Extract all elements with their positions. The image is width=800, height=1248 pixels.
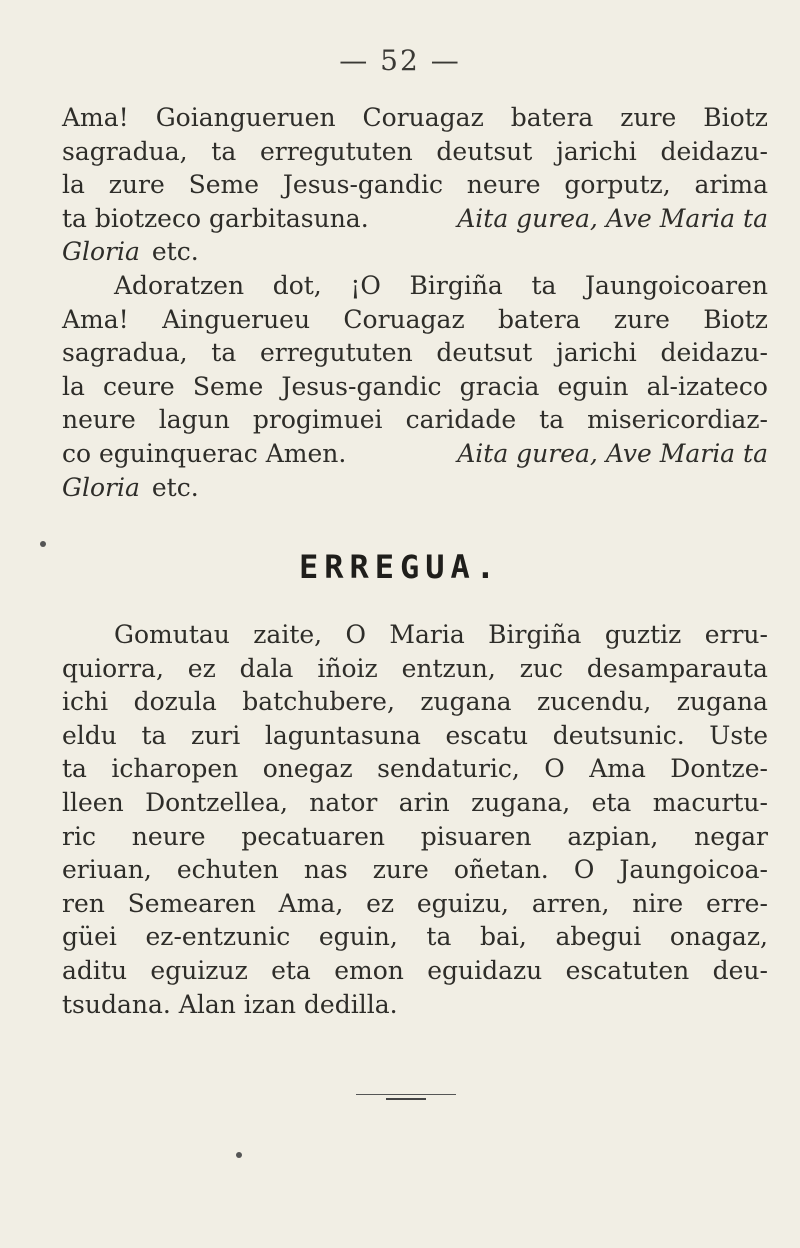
line-text [62,752,768,786]
word: la [62,170,85,200]
word: zure [620,103,677,132]
word: onegaz [262,754,353,784]
word: neure [62,405,136,435]
word: ez [187,653,216,683]
word: eta [271,955,311,985]
word: Goiangueruen [155,103,336,132]
prayer-paragraph-3 [62,618,768,1021]
word: zure [613,304,670,334]
line-text [114,618,768,652]
line-text [62,920,768,954]
word: Maria [389,620,465,649]
word: lagun [158,405,230,435]
text-line [62,652,768,686]
word: Ama, [278,888,344,918]
word: ta [141,720,167,750]
word: lleen [62,787,124,817]
word: jarichi [556,136,637,166]
italic-line-text: Aita gurea, Ave Maria ta [457,438,768,468]
word: nas [303,855,348,885]
word: echuten [176,855,279,885]
rule-accent [386,1098,426,1100]
word: O [544,754,565,784]
line-text [62,336,768,370]
word: Coruagaz [343,304,465,334]
line-text [62,135,768,169]
text-line [62,920,768,954]
word: dozula [133,687,217,717]
word: Ainguerueu [162,304,311,334]
text-line [62,988,768,1022]
word: onagaz, [669,922,768,952]
word: misericordiaz- [587,405,768,435]
word: gorputz, [564,170,671,200]
word: O [573,855,595,885]
word: ta [62,754,87,784]
word: iñoiz [317,653,378,683]
text-line [62,820,768,854]
line-text [62,652,768,686]
word: batera [510,103,594,132]
word: deutsunic. [552,720,685,750]
line-text: co eguinquerac Amen. [62,438,347,468]
line-text [62,719,768,753]
word: neure [466,170,541,200]
word: dot, [272,271,322,300]
word: escatuten [565,955,690,985]
word: nire [632,888,684,918]
line-text [62,101,768,135]
word: eldu [62,720,117,750]
word: sendaturic, [377,754,520,784]
word: neure [131,821,206,851]
word: desamparauta [586,653,768,683]
text-line [62,471,768,505]
line-text [62,370,768,404]
word: sagradua, [62,136,188,166]
word: Jaungoicoaren [585,271,768,300]
word: ta [211,338,237,368]
word: Ama! [62,304,129,334]
text-line [62,618,768,652]
word: eta [591,787,632,817]
text-line [62,370,768,404]
word: Seme [188,170,260,200]
word: pecatuaren [241,821,385,851]
line-text [62,685,768,719]
word: ric [62,821,96,851]
word: erregututen [259,338,413,368]
prayer-paragraph-1 [62,101,768,269]
page-number: — 52 — [339,44,461,77]
word: Jaungoicoa- [619,855,768,885]
text-line [62,336,768,370]
text-line [62,235,768,269]
word: Semearen [127,888,256,918]
word: emon [334,955,404,985]
word: deidazu- [660,136,768,166]
word: ez [366,888,395,918]
word: erre- [705,888,768,918]
word: ta [539,405,565,435]
word: sagradua, [62,338,188,368]
word: negar [694,821,768,851]
word: ren [62,888,105,918]
text-line [62,437,768,471]
ink-speck [236,1152,242,1158]
word: ¡O [350,271,381,300]
text-line [62,202,768,236]
word: ta [211,136,237,166]
word: zugana [420,687,512,717]
word: Birgiña [409,271,503,300]
section-heading: ERREGUA. [298,548,502,586]
word: eriuan, [62,855,152,885]
word: ez-entzunic [145,922,291,952]
word: erru- [704,620,768,649]
text-line [62,786,768,820]
ink-speck [40,541,46,547]
word: Jesus-gandic [281,371,442,401]
line-text [62,954,768,988]
word: ta [426,922,452,952]
word: gracia [459,371,540,401]
word: pisuaren [420,821,532,851]
text-line [62,685,768,719]
word: icharopen [111,754,239,784]
rule-line [356,1094,456,1095]
word: ceure [103,371,175,401]
text-line [62,752,768,786]
word: güei [62,922,117,952]
word: Jesus-gandic [282,170,443,200]
word: Uste [709,720,768,750]
word: laguntasuna [264,720,421,750]
italic-line-text: Gloria [62,472,140,502]
word: erregututen [259,136,413,166]
end-ornament-rule [356,1094,456,1102]
text-line [62,887,768,921]
word: zucendu, [537,687,652,717]
word: azpian, [567,821,659,851]
word: al-izateco [646,371,768,401]
text-line [62,403,768,437]
word: deutsut [436,338,533,368]
line-text [62,168,768,202]
line-text: etc. [151,472,199,502]
word: bai, [479,922,527,952]
word: Dontzellea, [145,787,288,817]
text-line [62,853,768,887]
text-line [62,135,768,169]
word: eguidazu [427,955,543,985]
word: zure [372,855,429,885]
word: guztiz [604,620,682,649]
word: zuc [519,653,564,683]
word: entzun, [401,653,496,683]
line-text [62,853,768,887]
word: macurtu- [652,787,768,817]
line-text [62,303,768,337]
word: la [62,371,85,401]
word: eguizuz [150,955,248,985]
word: Coruagaz [362,103,484,132]
line-text: ta biotzeco garbitasuna. [62,203,369,233]
word: oñetan. [453,855,549,885]
word: quiorra, [62,653,164,683]
word: ta [531,271,557,300]
prayer-paragraph-2 [62,269,768,504]
italic-line-text: Gloria [62,237,140,267]
word: jarichi [556,338,637,368]
word: zuri [191,720,241,750]
word: arren, [531,888,610,918]
word: ichi [62,687,109,717]
word: O [345,620,367,649]
line-text: etc. [151,237,199,267]
word: Ama! [62,103,129,132]
italic-line-text: Aita gurea, Ave Maria ta [457,203,768,233]
word: deutsut [436,136,533,166]
word: Gomutau [114,620,230,649]
word: Biotz [703,103,768,132]
text-line [62,168,768,202]
word: dala [239,653,294,683]
word: Dontze- [670,754,768,784]
word: arima [694,170,768,200]
word: caridade [405,405,517,435]
word: deu- [712,955,768,985]
word: progimuei [252,405,383,435]
word: zaite, [253,620,323,649]
word: eguin [557,371,629,401]
word: zugana [676,687,768,717]
word: Adoratzen [114,271,245,300]
word: batchubere, [242,687,395,717]
line-text [62,887,768,921]
word: batera [497,304,581,334]
text-line [62,719,768,753]
word: aditu [62,955,128,985]
word: escatu [445,720,529,750]
word: arin [398,787,450,817]
word: Birgiña [488,620,582,649]
word: deidazu- [660,338,768,368]
word: Ama [589,754,646,784]
word: Seme [192,371,264,401]
word: zure [108,170,165,200]
text-line [62,269,768,303]
line-text [114,269,768,303]
text-line [62,303,768,337]
word: nator [309,787,378,817]
word: abegui [555,922,642,952]
word: eguizu, [416,888,510,918]
line-text [62,786,768,820]
word: eguin, [318,922,398,952]
text-line [62,101,768,135]
line-text [62,403,768,437]
text-line [62,954,768,988]
line-text: tsudana. Alan izan dedilla. [62,989,398,1019]
word: zugana, [471,787,571,817]
line-text [62,820,768,854]
word: Biotz [703,304,768,334]
